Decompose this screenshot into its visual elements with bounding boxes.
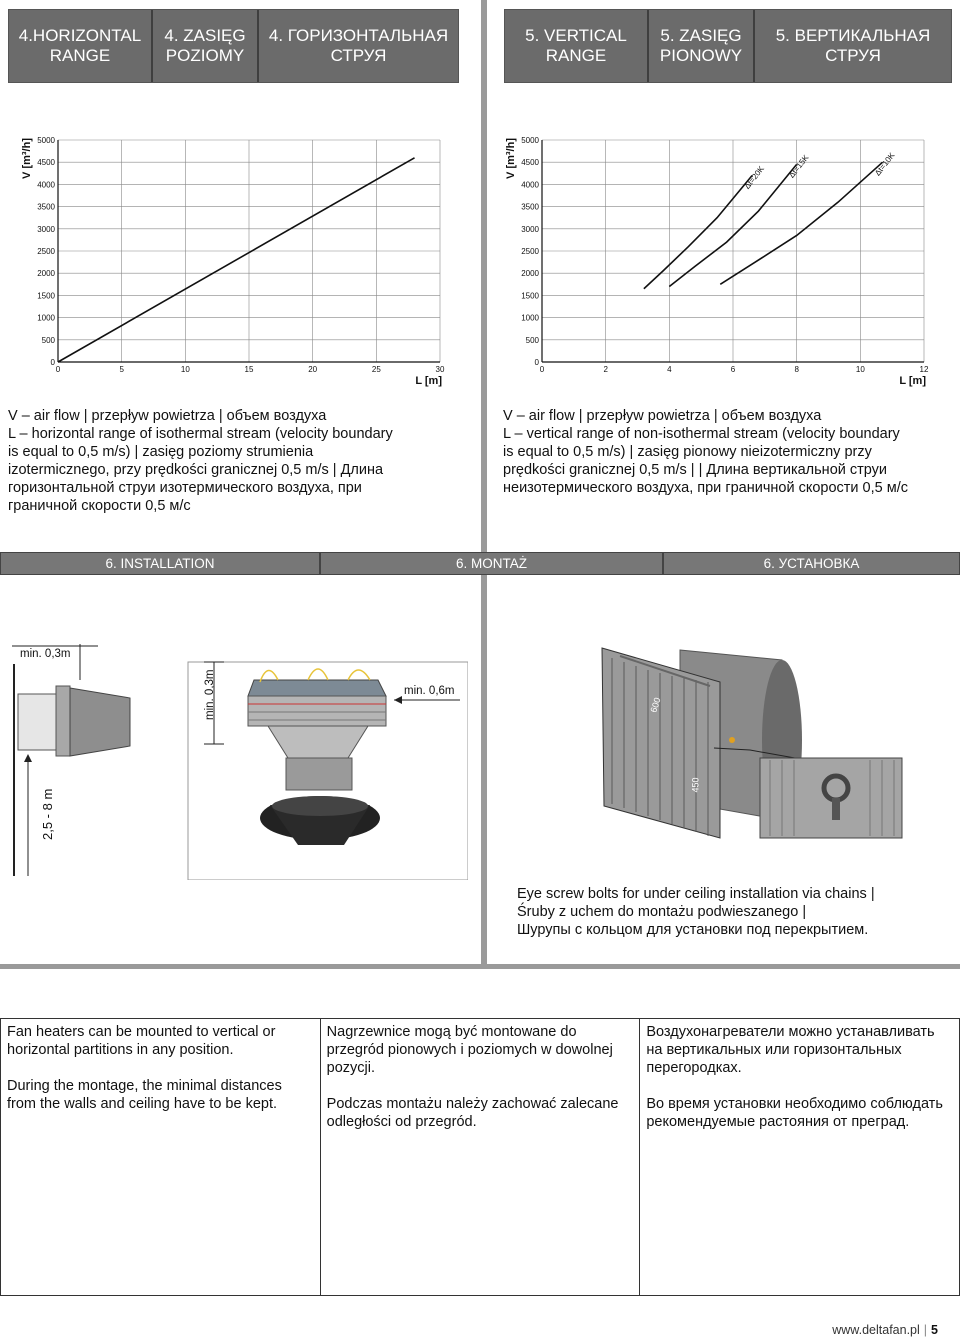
series-label: Δt=20K (742, 164, 766, 191)
mounting-info-pl-p2: Podczas montażu należy zachować zalecane odległości od przegród. (326, 1096, 619, 1130)
installation-diagram (8, 640, 468, 880)
mounting-info-en-p1: Fan heaters can be mounted to vertical or horizontal partitions in any position. (7, 1024, 276, 1058)
x-tick-label: 25 (371, 365, 381, 374)
dim-450-label: 450 (690, 777, 701, 793)
x-tick-label: 8 (794, 365, 799, 374)
y-tick-label: 1500 (521, 291, 539, 301)
y-tick-label: 5000 (37, 136, 55, 145)
horizontal-range-chart (18, 128, 458, 390)
header-vertical-range (504, 9, 952, 83)
eye-screw-caption: Eye screw bolts for under ceiling installation via chains | Śruby z uchem do montażu podwieszanego | Шурупы с кольцом для установки под перекрытием. (517, 886, 875, 938)
min-03-top-label: min. 0,3m (20, 648, 71, 660)
y-tick-label: 2000 (521, 269, 539, 279)
dim-600-label: 600 (648, 696, 663, 714)
x-axis-label: L [m] (415, 375, 442, 387)
y-tick-label: 1000 (37, 313, 55, 323)
header-cell-en: 5. VERTICAL RANGE (505, 10, 649, 82)
y-tick-label: 2500 (37, 247, 55, 256)
series-line (58, 158, 415, 362)
x-tick-label: 12 (919, 365, 929, 374)
eye-screw-figure (520, 630, 910, 845)
x-tick-label: 15 (244, 365, 254, 374)
description-vertical: V – air flow | przepływ powietrza | объем воздуха L – vertical range of non-isothermal stream (velocity boundary is equal to 0,5 m/s) | zasięg pionowy nieizotermiczny przy prędkości granicznej 0,5 m/s | | Длина вертикальной струи неизотермического воздуха, при граничной скорости 0,5 м/с (503, 408, 908, 496)
installation-cell-pl: 6. MONTAŻ (321, 553, 664, 574)
vertical-divider (481, 0, 487, 966)
x-tick-label: 10 (180, 365, 190, 374)
y-axis-label: V [m³/h] (505, 138, 517, 179)
x-tick-label: 5 (119, 365, 124, 374)
header-cell-ru: 4. ГОРИЗОНТАЛЬНАЯ СТРУЯ (259, 10, 458, 82)
mounting-info-pl (321, 1019, 641, 1295)
header-horizontal-range (8, 9, 459, 83)
series-line (720, 162, 882, 284)
description-horizontal: V – air flow | przepływ powietrza | объем воздуха L – horizontal range of isothermal stream (velocity boundary is equal to 0,5 m/s) | zasięg poziomy strumienia izotermicznego, przy prędkości granicznej 0,5 m/s | Длина горизонтальной струи изотермического воздуха, при граничной скорости 0,5 м/с (8, 408, 393, 514)
page-number: 5 (931, 1323, 938, 1337)
min-06-label: min. 0,6m (404, 685, 455, 697)
min-03-side-label: min. 0,3m (204, 669, 216, 720)
y-tick-label: 0 (50, 358, 55, 367)
mounting-info-ru (640, 1019, 959, 1295)
y-tick-label: 4000 (37, 180, 55, 190)
x-tick-label: 4 (667, 365, 672, 374)
mounting-info-pl-p1: Nagrzewnice mogą być montowane do przegród pionowych i poziomych w dowolnej pozycji. (326, 1024, 613, 1076)
series-label: Δt=15K (787, 153, 811, 180)
x-tick-label: 6 (730, 365, 736, 374)
y-tick-label: 500 (525, 335, 539, 345)
vertical-range-chart-svg (502, 128, 942, 390)
y-tick-label: 2500 (521, 247, 539, 256)
mounting-info-en (1, 1019, 321, 1295)
height-range-label: 2,5 - 8 m (40, 788, 55, 840)
vertical-range-chart (502, 128, 942, 390)
eye-screw-illustration (520, 630, 910, 845)
y-tick-label: 4500 (521, 158, 539, 168)
y-tick-label: 5000 (521, 136, 539, 145)
page-footer: www.deltafan.pl | 5 (832, 1323, 938, 1337)
y-tick-label: 1500 (37, 291, 55, 301)
installation-header (0, 552, 960, 575)
y-tick-label: 3500 (521, 202, 539, 212)
horizontal-divider (0, 964, 960, 969)
y-tick-label: 3000 (37, 224, 55, 234)
y-tick-label: 3500 (37, 202, 55, 212)
x-tick-label: 2 (603, 365, 608, 374)
mounting-info-ru-p1: Воздухонагреватели можно устанавливать на вертикальных или горизонтальных перегородках. (646, 1024, 935, 1076)
x-tick-label: 20 (308, 365, 318, 374)
y-tick-label: 2000 (37, 269, 55, 279)
installation-figure-left (8, 640, 468, 880)
header-cell-en: 4.HORIZONTAL RANGE (9, 10, 153, 82)
mounting-info-en-p2: During the montage, the minimal distances from the walls and ceiling have to be kept. (7, 1078, 282, 1112)
header-cell-pl: 5. ZASIĘG PIONOWY (649, 10, 755, 82)
x-tick-label: 10 (855, 365, 865, 374)
y-tick-label: 4500 (37, 158, 55, 168)
y-tick-label: 500 (41, 335, 55, 345)
y-tick-label: 4000 (521, 180, 539, 190)
x-axis-label: L [m] (899, 375, 926, 387)
installation-cell-en: 6. INSTALLATION (1, 553, 321, 574)
website-link[interactable]: www.deltafan.pl (832, 1323, 920, 1337)
mounting-info-box (0, 1018, 960, 1296)
installation-cell-ru: 6. УСТАНОВКА (763, 556, 860, 571)
series-label: Δt=10K (873, 151, 897, 178)
y-axis-label: V [m³/h] (21, 138, 33, 179)
y-tick-label: 1000 (521, 313, 539, 323)
header-cell-ru: 5. ВЕРТИКАЛЬНАЯ СТРУЯ (755, 10, 951, 82)
header-cell-pl: 4. ZASIĘG POZIOMY (153, 10, 259, 82)
x-tick-label: 0 (55, 365, 61, 374)
y-tick-label: 0 (534, 358, 539, 367)
y-tick-label: 3000 (521, 224, 539, 234)
horizontal-range-chart-svg (18, 128, 458, 390)
mounting-info-ru-p2: Во время установки необходимо соблюдать рекомендуемые растояния от преград. (646, 1096, 943, 1130)
x-tick-label: 30 (435, 365, 445, 374)
x-tick-label: 0 (539, 365, 545, 374)
